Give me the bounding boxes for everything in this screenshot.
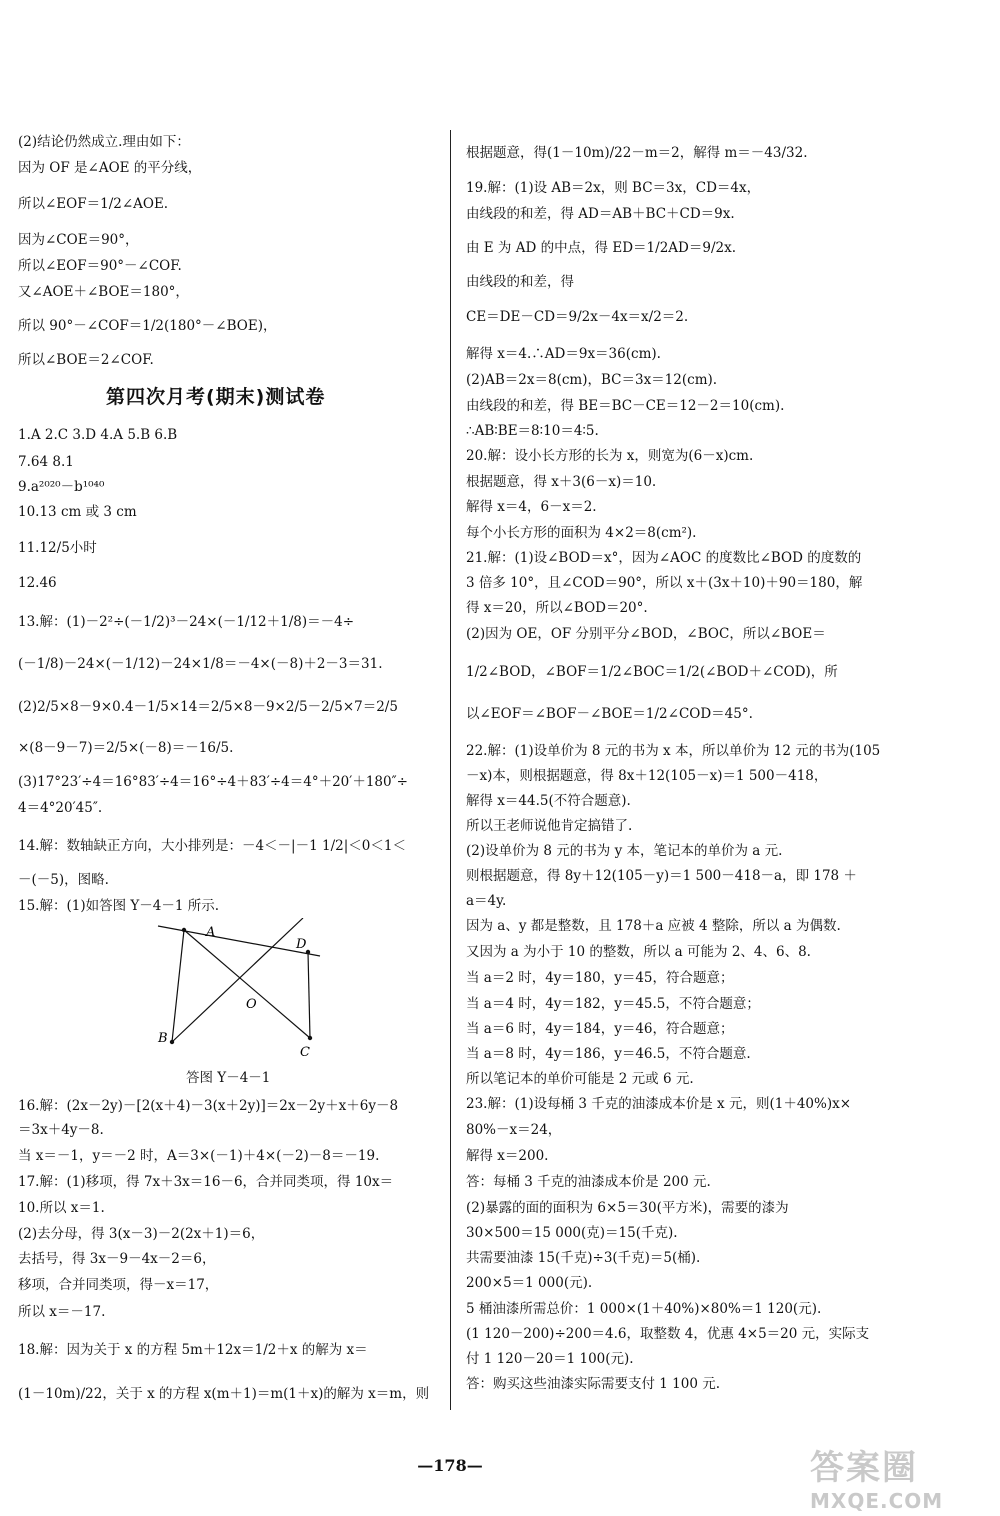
- text-line: 18.解：因为关于 x 的方程 5m＋12x＝1/2＋x 的解为 x＝: [18, 1342, 368, 1358]
- text-line: 去括号，得 3x－9－4x－2＝6，: [18, 1251, 216, 1267]
- text-line: 因为∠COE＝90°，: [18, 232, 139, 248]
- text-line: a＝4y.: [466, 893, 507, 909]
- text-line: 所以 x＝－17.: [18, 1304, 106, 1320]
- text-line: (2)设单价为 8 元的书为 y 本，笔记本的单价为 a 元.: [466, 843, 783, 859]
- text-line: 80%－x＝24，: [466, 1122, 562, 1138]
- text-line: 10.13 cm 或 3 cm: [18, 504, 137, 520]
- text-line: 解得 x＝44.5(不符合题意).: [466, 793, 631, 809]
- text-line: 7.64 8.1: [18, 454, 74, 470]
- text-line: ∴AB∶BE＝8∶10＝4∶5.: [466, 423, 599, 439]
- text-line: 17.解：(1)移项，得 7x＋3x＝16－6，合并同类项，得 10x＝: [18, 1174, 394, 1190]
- text-line: 1/2∠BOD，∠BOF＝1/2∠BOC＝1/2(∠BOD＋∠COD)，所: [466, 664, 838, 680]
- text-line: (1 120－200)÷200＝4.6，取整数 4，优惠 4×5＝20 元，实际支: [466, 1326, 870, 1342]
- text-line: 付 1 120－20＝1 100(元).: [466, 1351, 634, 1367]
- text-line: (－1/8)－24×(－1/12)－24×1/8＝－4×(－8)＋2－3＝31.: [18, 656, 383, 672]
- text-line: 19.解：(1)设 AB＝2x，则 BC＝3x，CD＝4x，: [466, 180, 761, 196]
- page-number: —178—: [417, 1456, 483, 1475]
- text-line: 15.解：(1)如答图 Y－4－1 所示.: [18, 898, 220, 914]
- text-line: 4＝4°20′45″.: [18, 800, 103, 816]
- text-line: 所以∠BOE＝2∠COF.: [18, 352, 154, 368]
- text-line: (2)暴露的面的面积为 6×5＝30(平方米)，需要的漆为: [466, 1200, 789, 1216]
- watermark-logo: [810, 1440, 990, 1513]
- text-line: (3)17°23′÷4＝16°83′÷4＝16°÷4＋83′÷4＝4°＋20′＋180″÷: [18, 774, 408, 790]
- text-line: 移项，合并同类项，得－x＝17，: [18, 1277, 219, 1293]
- text-line: 当 x＝－1，y＝－2 时，A＝3×(－1)＋4×(－2)－8＝－19.: [18, 1148, 380, 1164]
- text-line: 当 a＝2 时，4y＝180，y＝45，符合题意；: [466, 970, 734, 986]
- text-line: 14.解：数轴缺正方向，大小排列是：－4＜－|－1 1/2|＜0＜1＜: [18, 838, 406, 854]
- label-c: C: [300, 1045, 310, 1058]
- text-line: 解得 x＝200.: [466, 1148, 549, 1164]
- text-line: (2)AB＝2x＝8(cm)，BC＝3x＝12(cm).: [466, 372, 718, 388]
- text-line: 23.解：(1)设每桶 3 千克的油漆成本价是 x 元，则(1＋40%)x×: [466, 1096, 852, 1112]
- text-line: ×(8－9－7)＝2/5×(－8)＝－16/5.: [18, 740, 234, 756]
- text-line: (2)去分母，得 3(x－3)－2(2x＋1)＝6，: [18, 1226, 265, 1242]
- text-line: 30×500＝15 000(克)＝15(千克).: [466, 1225, 678, 1241]
- text-line: 9.a²⁰²⁰－b¹⁰⁴⁰: [18, 479, 105, 495]
- text-line: 又∠AOE＋∠BOE＝180°，: [18, 284, 189, 300]
- text-line: 13.解：(1)－2²÷(－1/2)³－24×(－1/12＋1/8)＝－4÷: [18, 614, 355, 630]
- text-line: 所以 90°－∠COF＝1/2(180°－∠BOE)，: [18, 318, 277, 334]
- text-line: 所以笔记本的单价可能是 2 元或 6 元.: [466, 1071, 694, 1087]
- point-c: [308, 1036, 312, 1040]
- geometry-figure: [148, 918, 348, 1058]
- right-column: [466, 0, 886, 1516]
- text-line: 根据题意，得 x＋3(6－x)＝10.: [466, 474, 657, 490]
- text-line: 由线段的和差，得 BE＝BC－CE＝12－2＝10(cm).: [466, 398, 785, 414]
- text-line: 当 a＝6 时，4y＝184，y＝46，符合题意；: [466, 1021, 734, 1037]
- text-line: 因为 OF 是∠AOE 的平分线，: [18, 160, 202, 176]
- text-line: 5 桶油漆所需总价：1 000×(1＋40%)×80%＝1 120(元).: [466, 1301, 822, 1317]
- text-line: 3 倍多 10°，且∠COD＝90°，所以 x＋(3x＋10)＋90＝180，解: [466, 575, 863, 591]
- text-line: 12.46: [18, 575, 57, 591]
- point-b: [170, 1040, 174, 1044]
- text-line: 由 E 为 AD 的中点，得 ED＝1/2AD＝9/2x.: [466, 240, 736, 256]
- text-line: 共需要油漆 15(千克)÷3(千克)＝5(桶).: [466, 1250, 701, 1266]
- segment-dc: [308, 952, 310, 1038]
- text-line: 22.解：(1)设单价为 8 元的书为 x 本，所以单价为 12 元的书为(105: [466, 743, 881, 759]
- text-line: 以∠EOF＝∠BOF－∠BOE＝1/2∠COD＝45°.: [466, 706, 753, 722]
- text-line: 11.12/5小时: [18, 540, 97, 556]
- text-line: 答：购买这些油漆实际需要支付 1 100 元.: [466, 1376, 721, 1392]
- label-o: O: [246, 997, 257, 1012]
- text-line: 21.解：(1)设∠BOD＝x°，因为∠AOC 的度数比∠BOD 的度数的: [466, 550, 862, 566]
- text-line: 根据题意，得(1－10m)/22－m＝2，解得 m＝－43/32.: [466, 145, 808, 161]
- text-line: 答：每桶 3 千克的油漆成本价是 200 元.: [466, 1174, 711, 1190]
- text-line: 由线段的和差，得: [466, 274, 574, 290]
- text-line: 20.解：设小长方形的长为 x，则宽为(6－x)cm.: [466, 448, 754, 464]
- text-line: 由线段的和差，得 AD＝AB＋BC＋CD＝9x.: [466, 206, 735, 222]
- watermark-line-1: 答案圈: [810, 1448, 918, 1488]
- text-line: 因为 a、y 都是整数，且 178＋a 应被 4 整除，所以 a 为偶数.: [466, 918, 841, 934]
- column-divider: [450, 130, 451, 1410]
- label-b: B: [158, 1031, 168, 1046]
- text-line: 所以∠EOF＝1/2∠AOE.: [18, 196, 169, 212]
- text-line: 解得 x＝4.∴AD＝9x＝36(cm).: [466, 346, 661, 362]
- text-line: 1.A 2.C 3.D 4.A 5.B 6.B: [18, 427, 178, 443]
- segment-ac: [184, 930, 310, 1038]
- point-d: [306, 950, 310, 954]
- text-line: 10.所以 x＝1.: [18, 1200, 105, 1216]
- text-line: CE＝DE－CD＝9/2x－4x＝x/2＝2.: [466, 309, 689, 325]
- text-line: 所以∠EOF＝90°－∠COF.: [18, 258, 182, 274]
- label-a: A: [206, 925, 216, 940]
- text-line: 又因为 a 为小于 10 的整数，所以 a 可能为 2、4、6、8.: [466, 944, 811, 960]
- text-line: 则根据题意，得 8y＋12(105－y)＝1 500－418－a，即 178 ＋: [466, 868, 857, 884]
- text-line: (2)结论仍然成立.理由如下：: [18, 134, 190, 150]
- text-line: 解得 x＝4，6－x＝2.: [466, 499, 597, 515]
- text-line: (2)2/5×8－9×0.4－1/5×14＝2/5×8－9×2/5－2/5×7＝2/5: [18, 699, 398, 715]
- text-line: 每个小长方形的面积为 4×2＝8(cm²).: [466, 525, 697, 541]
- text-line: 16.解：(2x－2y)－[2(x＋4)－3(x＋2y)]＝2x－2y＋x＋6y－8: [18, 1098, 399, 1114]
- label-d: D: [296, 937, 307, 952]
- segment-ab: [172, 930, 184, 1042]
- left-column: [18, 0, 438, 1516]
- text-line: －x)本，则根据题意，得 8x＋12(105－x)＝1 500－418，: [466, 768, 828, 784]
- point-a: [182, 928, 186, 932]
- text-line: ＝3x＋4y－8.: [18, 1122, 104, 1138]
- section-title: 第四次月考(期末)测试卷: [106, 386, 326, 408]
- figure-caption: 答图 Y－4－1: [186, 1070, 271, 1086]
- text-line: －(－5)，图略.: [18, 872, 109, 888]
- watermark-line-2: MXQE.COM: [810, 1489, 944, 1513]
- text-line: 当 a＝4 时，4y＝182，y＝45.5，不符合题意；: [466, 996, 760, 1012]
- text-line: (1－10m)/22，关于 x 的方程 x(m＋1)＝m(1＋x)的解为 x＝m，则: [18, 1386, 430, 1402]
- text-line: 所以王老师说他肯定搞错了.: [466, 818, 633, 834]
- text-line: 200×5＝1 000(元).: [466, 1275, 593, 1291]
- text-line: 当 a＝8 时，4y＝186，y＝46.5，不符合题意.: [466, 1046, 751, 1062]
- text-line: (2)因为 OE，OF 分别平分∠BOD，∠BOC，所以∠BOE＝: [466, 626, 826, 642]
- text-line: 得 x＝20，所以∠BOD＝20°.: [466, 600, 648, 616]
